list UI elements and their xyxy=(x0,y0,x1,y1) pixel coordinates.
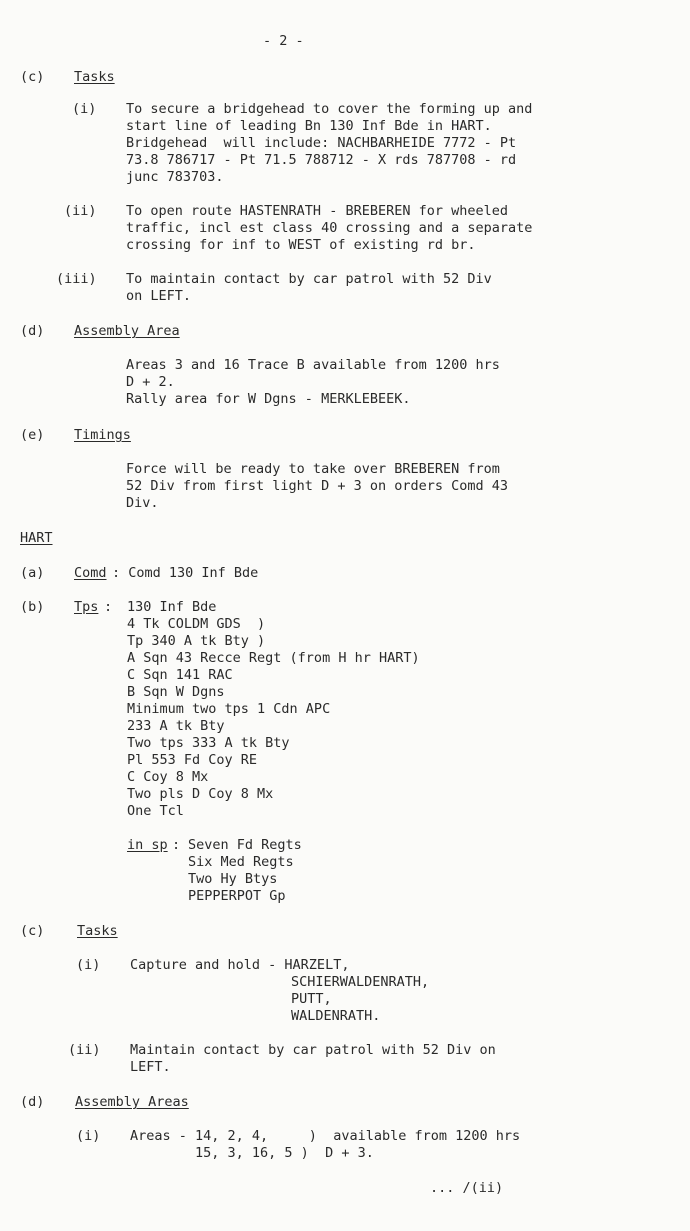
assembly-1-line-2: 15, 3, 16, 5 ) D + 3. xyxy=(130,1145,374,1161)
task-2-number: (ii) xyxy=(64,203,97,219)
comd-key: Comd xyxy=(74,565,107,581)
para-e-label: (e) xyxy=(20,427,45,443)
page-number: - 2 - xyxy=(263,33,304,49)
list-item: 233 A tk Bty xyxy=(127,718,225,734)
list-item: 4 Tk COLDM GDS ) xyxy=(127,616,266,632)
tps-colon: : xyxy=(104,599,113,615)
continuation-marker: ... /(ii) xyxy=(430,1180,504,1196)
list-item: Six Med Regts xyxy=(188,854,294,870)
para-d-heading: Assembly Area xyxy=(74,323,180,339)
list-item: C Coy 8 Mx xyxy=(127,769,209,785)
list-item: One Tcl xyxy=(127,803,184,819)
para-d2-label: (d) xyxy=(20,1094,45,1110)
comd-value: : Comd 130 Inf Bde xyxy=(112,565,259,581)
assembly-1-line-1: Areas - 14, 2, 4, ) available from 1200 hrs xyxy=(130,1128,521,1144)
hart-task-1-number: (i) xyxy=(76,957,101,973)
task-3-number: (iii) xyxy=(56,271,97,287)
task-1-number: (i) xyxy=(72,101,97,117)
list-item: Two Hy Btys xyxy=(188,871,278,887)
list-item: A Sqn 43 Recce Regt (from H hr HART) xyxy=(127,650,420,666)
list-item: PEPPERPOT Gp xyxy=(188,888,286,904)
list-item: Seven Fd Regts xyxy=(188,837,302,853)
para-b-label: (b) xyxy=(20,599,45,615)
list-item: SCHIERWALDENRATH, xyxy=(291,974,430,990)
para-e-heading: Timings xyxy=(74,427,131,443)
list-item: B Sqn W Dgns xyxy=(127,684,225,700)
para-a-label: (a) xyxy=(20,565,45,581)
hart-task-2-number: (ii) xyxy=(68,1042,101,1058)
list-item: Two pls D Coy 8 Mx xyxy=(127,786,274,802)
list-item: Pl 553 Fd Coy RE xyxy=(127,752,258,768)
list-item: 130 Inf Bde xyxy=(127,599,217,615)
list-item: Minimum two tps 1 Cdn APC xyxy=(127,701,331,717)
section-title-hart: HART xyxy=(20,530,53,546)
list-item: PUTT, xyxy=(291,991,332,1007)
in-support-colon: : xyxy=(172,837,181,853)
in-support-key: in sp xyxy=(127,837,168,853)
para-c2-label: (c) xyxy=(20,923,45,939)
para-d2-heading: Assembly Areas xyxy=(75,1094,189,1110)
list-item: Two tps 333 A tk Bty xyxy=(127,735,290,751)
list-item: WALDENRATH. xyxy=(291,1008,381,1024)
para-d-label: (d) xyxy=(20,323,45,339)
list-item: C Sqn 141 RAC xyxy=(127,667,233,683)
hart-task-1-text: Capture and hold - HARZELT, xyxy=(130,957,350,973)
assembly-1-number: (i) xyxy=(76,1128,101,1144)
para-c-heading: Tasks xyxy=(74,69,115,85)
para-c2-heading: Tasks xyxy=(77,923,118,939)
para-c-label: (c) xyxy=(20,69,45,85)
tps-key: Tps xyxy=(74,599,99,615)
list-item: Tp 340 A tk Bty ) xyxy=(127,633,266,649)
